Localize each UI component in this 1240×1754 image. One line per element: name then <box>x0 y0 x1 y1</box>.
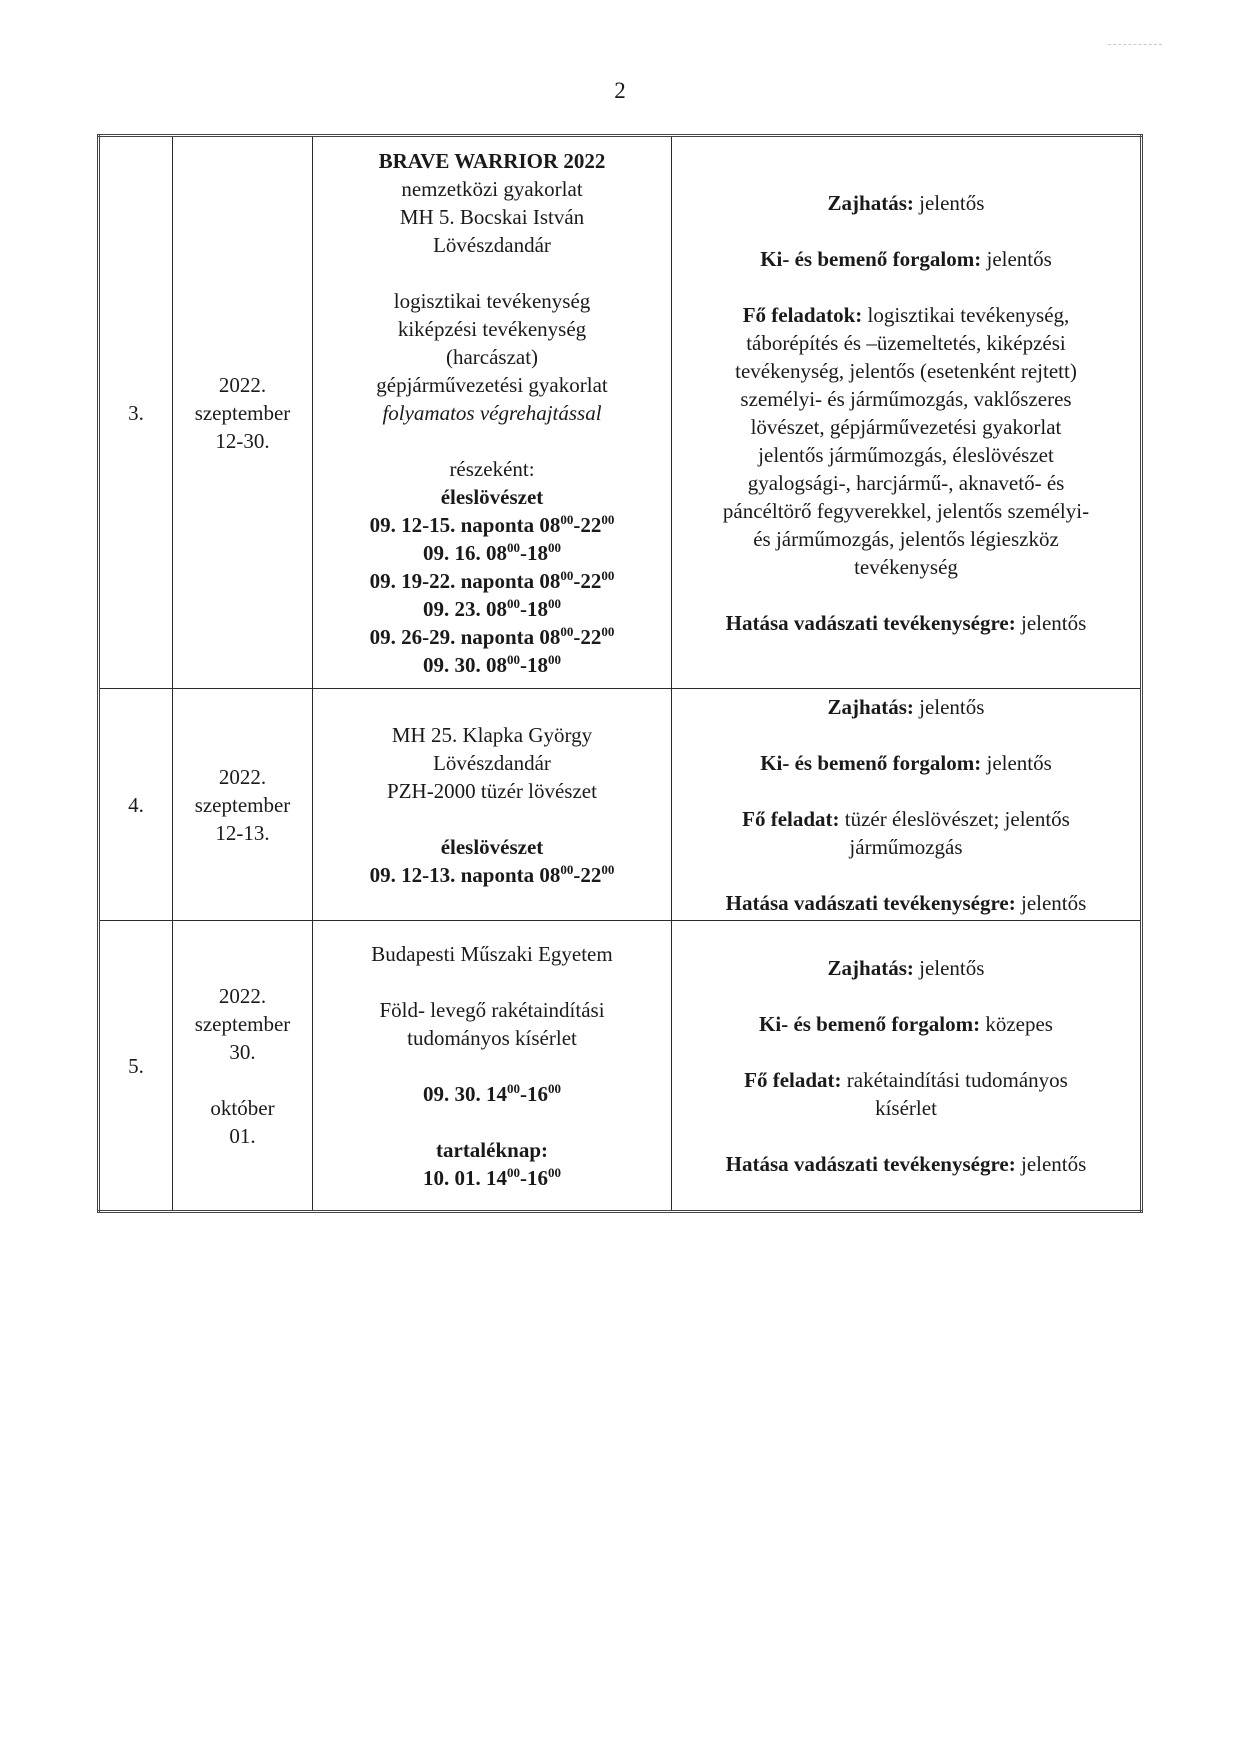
schedule-line: 10. 01. $14^{00}-16^{00}$ <box>423 1164 561 1190</box>
schedule-line: 09. 12-15. naponta $08^{00}-22^{00}$ <box>369 511 615 537</box>
row-date: 2022. szeptember 12-13. <box>173 689 313 921</box>
row-date: 2022. szeptember 30. október 01. <box>173 921 313 1212</box>
row-number: 5. <box>99 921 173 1212</box>
scan-artifact <box>1108 44 1162 51</box>
schedule-line: 09. 30. $14^{00}-16^{00}$ <box>423 1080 561 1106</box>
row-number: 4. <box>99 689 173 921</box>
schedule-line: 09. 26-29. naponta $08^{00}-22^{00}$ <box>369 623 615 649</box>
schedule-line: 09. 19-22. naponta $08^{00}-22^{00}$ <box>369 567 615 593</box>
row-event: BRAVE WARRIOR 2022 nemzetközi gyakorlat MH 5. Bocskai István Lövészdandár logisztikai tevékenység kiképzési tevékenység (harcászat) gépjárművezetési gyakorlat folyamatos végrehajtással részeként: éleslövészet 09. 12-15. naponta $08^{00}-22^{00}$ 09. 16. $08^{00}-18^{00}$ 09. 19-22. naponta $08^{00}-22^{00}$ 09. 23. $08^{00}-18^{00}$ 09. 26-29. naponta $08^{00}-22^{00}$ 09. 30. $08^{00}-18^{00}$ <box>313 136 672 689</box>
row-impact: Zajhatás: jelentős Ki- és bemenő forgalom: jelentős Fő feladatok: logisztikai tevékenység, táborépítés és –üzemeltetés, kiképzési tevékenység, jelentős (esetenként rejtett) személyi- és járműmozgás, vaklőszeres lövészet, gépjárművezetési gyakorlat jelentős járműmozgás, éleslövészet gyalogsági-, harcjármű-, aknavető- és páncéltörő fegyverekkel, jelentős személyi- és járműmozgás, jelentős légieszköz tevékenység Hatása vadászati tevékenységre: jelentős <box>672 136 1142 689</box>
schedule-table <box>97 134 1143 1213</box>
row-number: 3. <box>99 136 173 689</box>
row-event: Budapesti Műszaki Egyetem Föld- levegő rakétaindítási tudományos kísérlet 09. 30. $14^{00}-16^{00}$ tartaléknap: 10. 01. $14^{00}-16^{00}$ <box>313 921 672 1212</box>
table-row <box>99 136 1142 689</box>
table-row <box>99 689 1142 921</box>
schedule-line: 09. 12-13. naponta $08^{00}-22^{00}$ <box>369 861 615 887</box>
schedule-line: 09. 23. $08^{00}-18^{00}$ <box>423 595 561 621</box>
schedule-line: 09. 16. $08^{00}-18^{00}$ <box>423 539 561 565</box>
schedule-line: 09. 30. $08^{00}-18^{00}$ <box>423 651 561 677</box>
row-date: 2022. szeptember 12-30. <box>173 136 313 689</box>
row-impact: Zajhatás: jelentős Ki- és bemenő forgalom: közepes Fő feladat: rakétaindítási tudományos kísérlet Hatása vadászati tevékenységre: jelentős <box>672 921 1142 1212</box>
page-number: 2 <box>614 78 626 103</box>
table-row <box>99 921 1142 1212</box>
row-impact: Zajhatás: jelentős Ki- és bemenő forgalom: jelentős Fő feladat: tüzér éleslövészet; jelentős járműmozgás Hatása vadászati tevékenységre: jelentős <box>672 689 1142 921</box>
event-title: BRAVE WARRIOR 2022 <box>378 148 606 173</box>
row-event: MH 25. Klapka György Lövészdandár PZH-2000 tüzér lövészet éleslövészet 09. 12-13. naponta $08^{00}-22^{00}$ <box>313 689 672 921</box>
